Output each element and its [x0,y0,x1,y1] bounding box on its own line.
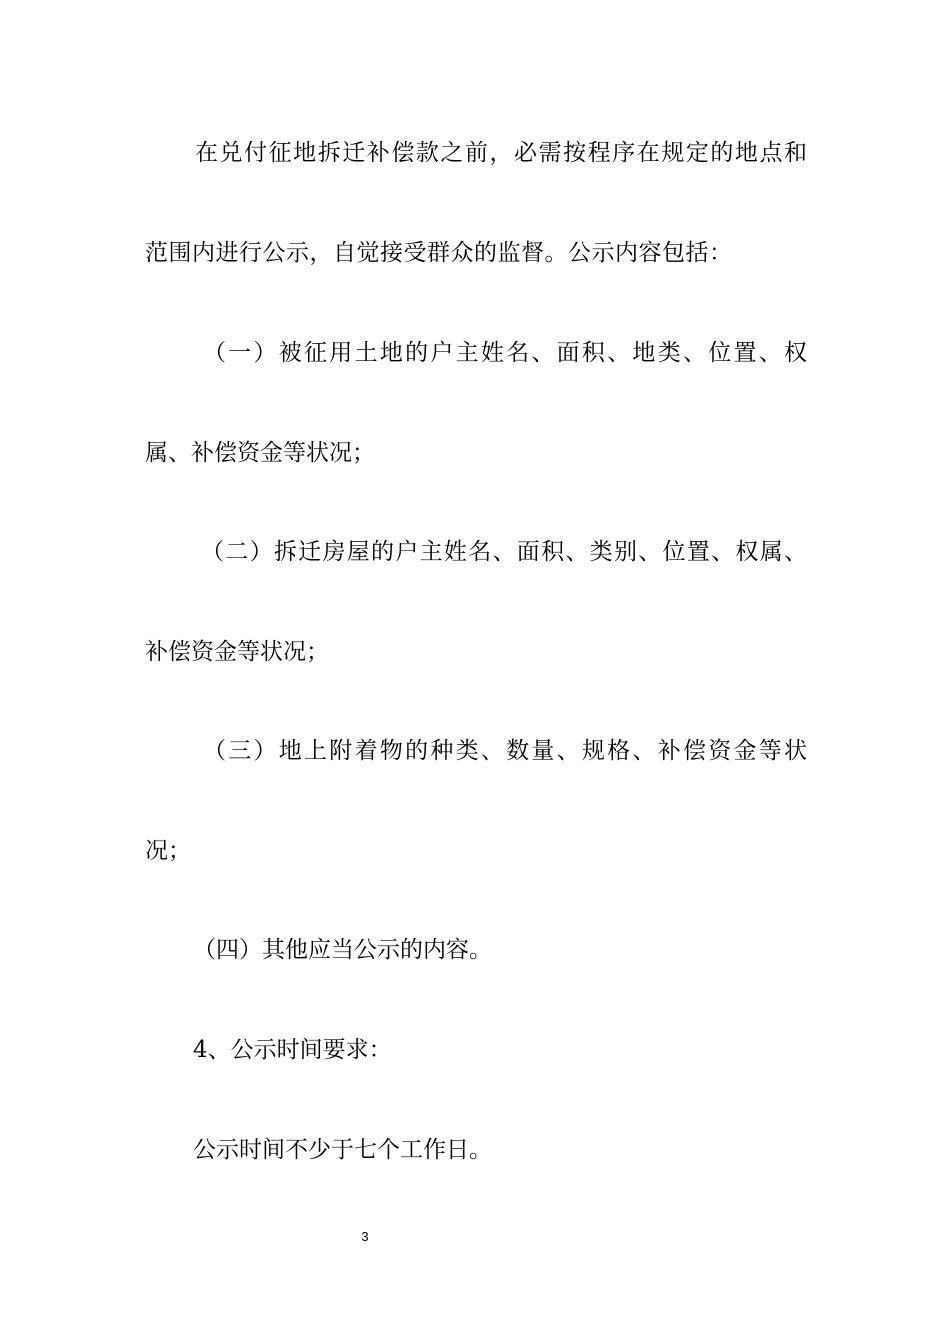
paragraph-line: 补偿资金等状况； [145,639,329,665]
paragraph-line: 况； [145,838,191,864]
paragraph-line: 范围内进行公示，自觉接受群众的监督。公示内容包括： [145,240,732,266]
paragraph-line: （二）拆迁房屋的户主姓名、面积、类别、位置、权属、 [201,539,807,565]
paragraph-line: （四）其他应当公示的内容。 [193,937,492,963]
paragraph-line: 在兑付征地拆迁补偿款之前，必需按程序在规定的地点和 [195,140,807,166]
paragraph-line: （一）被征用土地的户主姓名、面积、地类、位置、权 [203,340,807,366]
page-number: 3 [361,1229,369,1244]
paragraph-line: 公示时间不少于七个工作日。 [193,1137,492,1163]
paragraph-line: （三）地上附着物的种类、数量、规格、补偿资金等状 [203,738,807,764]
section-heading: 4、公示时间要求： [193,1037,392,1063]
paragraph-line: 属、补偿资金等状况； [145,440,375,466]
